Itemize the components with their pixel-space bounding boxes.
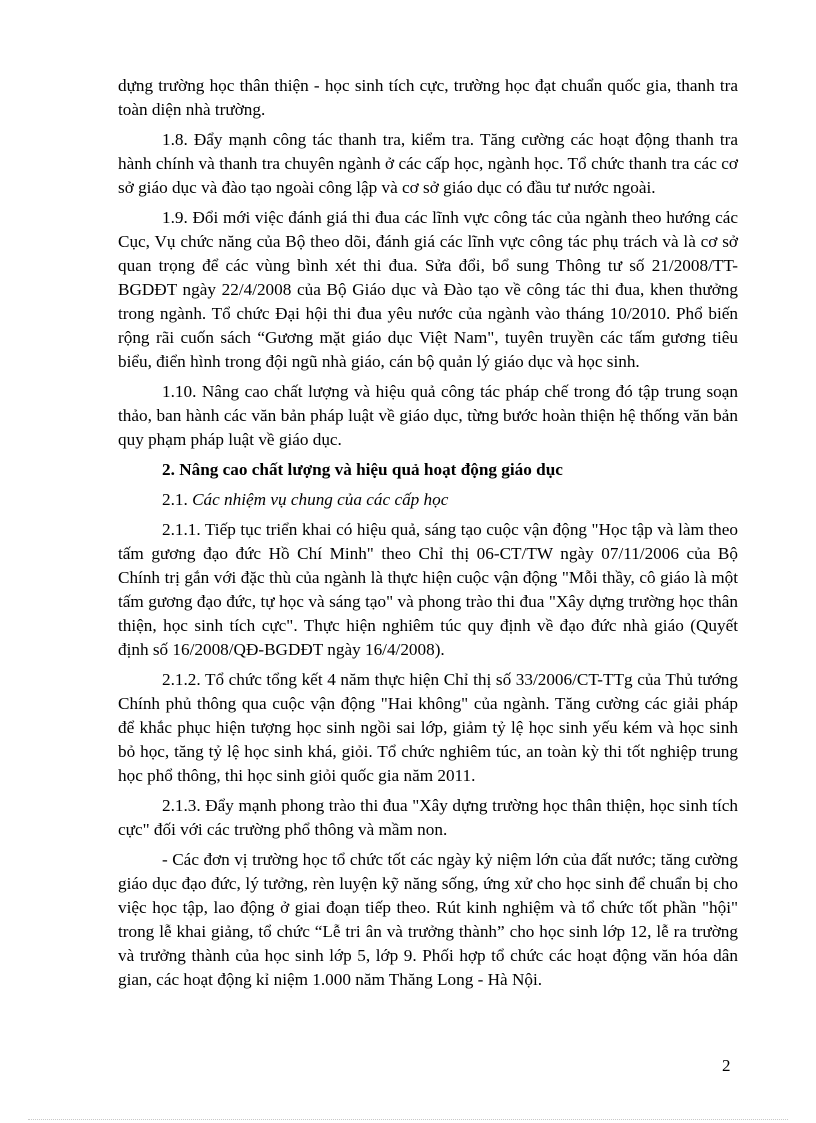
paragraph-continuation: dựng trường học thân thiện - học sinh tích cực, trường học đạt chuẩn quốc gia, thanh tra toàn diện nhà trường. [118, 76, 738, 119]
subsection-heading-2-1 [118, 488, 738, 512]
section-heading-2: 2. Nâng cao chất lượng và hiệu quả hoạt động giáo dục [162, 460, 563, 479]
document-body [118, 74, 738, 998]
paragraph-bullet: - Các đơn vị trường học tổ chức tốt các ngày kỷ niệm lớn của đất nước; tăng cường giáo dục đạo đức, lý tưởng, rèn luyện kỹ năng sống, ứng xử cho học sinh để chuẩn bị cho việc học tập, lao động ở giai đoạn tiếp theo. Rút kinh nghiệm và tổ chức tốt phần "hội" trong lễ khai giảng, tổ chức “Lễ tri ân và trưởng thành” cho học sinh lớp 12, lễ ra trường và trưởng thành của học sinh lớp 5, lớp 9. Phối hợp tổ chức các hoạt động văn hóa dân gian, các hoạt động kỉ niệm 1.000 năm Thăng Long - Hà Nội. [118, 850, 738, 989]
subsection-number: 2.1. [162, 490, 193, 509]
paragraph-2-1-2: 2.1.2. Tổ chức tổng kết 4 năm thực hiện Chỉ thị số 33/2006/CT-TTg của Thủ tướng Chính phủ thông qua cuộc vận động "Hai không" của ngành. Tăng cường các giải pháp để khắc phục hiện tượng học sinh ngồi sai lớp, giảm tỷ lệ học sinh yếu kém và học sinh bỏ học, tăng tỷ lệ học sinh khá, giỏi. Tổ chức nghiêm túc, an toàn kỳ thi tốt nghiệp trung học phổ thông, thi học sinh giỏi quốc gia năm 2011. [118, 670, 738, 785]
paragraph-1-8: 1.8. Đẩy mạnh công tác thanh tra, kiểm tra. Tăng cường các hoạt động thanh tra hành chính và thanh tra chuyên ngành ở các cấp học, ngành học. Tổ chức thanh tra các cơ sở giáo dục và đào tạo ngoài công lập và cơ sở giáo dục có đầu tư nước ngoài. [118, 130, 738, 197]
paragraph-2-1-1: 2.1.1. Tiếp tục triển khai có hiệu quả, sáng tạo cuộc vận động "Học tập và làm theo tấm gương đạo đức Hồ Chí Minh" theo Chỉ thị 06-CT/TW ngày 07/11/2006 của Bộ Chính trị gắn với đặc thù của ngành là thực hiện cuộc vận động "Mỗi thầy, cô giáo là một tấm gương đạo đức, tự học và sáng tạo" và phong trào thi đua "Xây dựng trường học thân thiện, học sinh tích cực". Thực hiện nghiêm túc quy định về đạo đức nhà giáo (Quyết định số 16/2008/QĐ-BGDĐT ngày 16/4/2008). [118, 520, 738, 659]
paragraph-2-1-3: 2.1.3. Đẩy mạnh phong trào thi đua "Xây dựng trường học thân thiện, học sinh tích cực" đối với các trường phổ thông và mầm non. [118, 796, 738, 839]
paragraph-1-9: 1.9. Đổi mới việc đánh giá thi đua các lĩnh vực công tác của ngành theo hướng các Cục, Vụ chức năng của Bộ theo dõi, đánh giá các lĩnh vực công tác phụ trách và là cơ sở quan trọng để các vùng bình xét thi đua. Sửa đổi, bổ sung Thông tư số 21/2008/TT-BGDĐT ngày 22/4/2008 của Bộ Giáo dục và Đào tạo về công tác thi đua, khen thưởng trong ngành. Tổ chức Đại hội thi đua yêu nước của ngành vào tháng 10/2010. Phổ biến rộng rãi cuốn sách “Gương mặt giáo dục Việt Nam", tuyên truyền các tấm gương tiêu biểu, điển hình trong đội ngũ nhà giáo, cán bộ quản lý giáo dục và học sinh. [118, 208, 738, 371]
page-bottom-divider [28, 1119, 788, 1120]
paragraph-1-10: 1.10. Nâng cao chất lượng và hiệu quả công tác pháp chế trong đó tập trung soạn thảo, ban hành các văn bản pháp luật về giáo dục, từng bước hoàn thiện hệ thống văn bản quy phạm pháp luật về giáo dục. [118, 382, 738, 449]
subsection-title: Các nhiệm vụ chung của các cấp học [192, 490, 449, 509]
page-number: 2 [722, 1056, 731, 1075]
